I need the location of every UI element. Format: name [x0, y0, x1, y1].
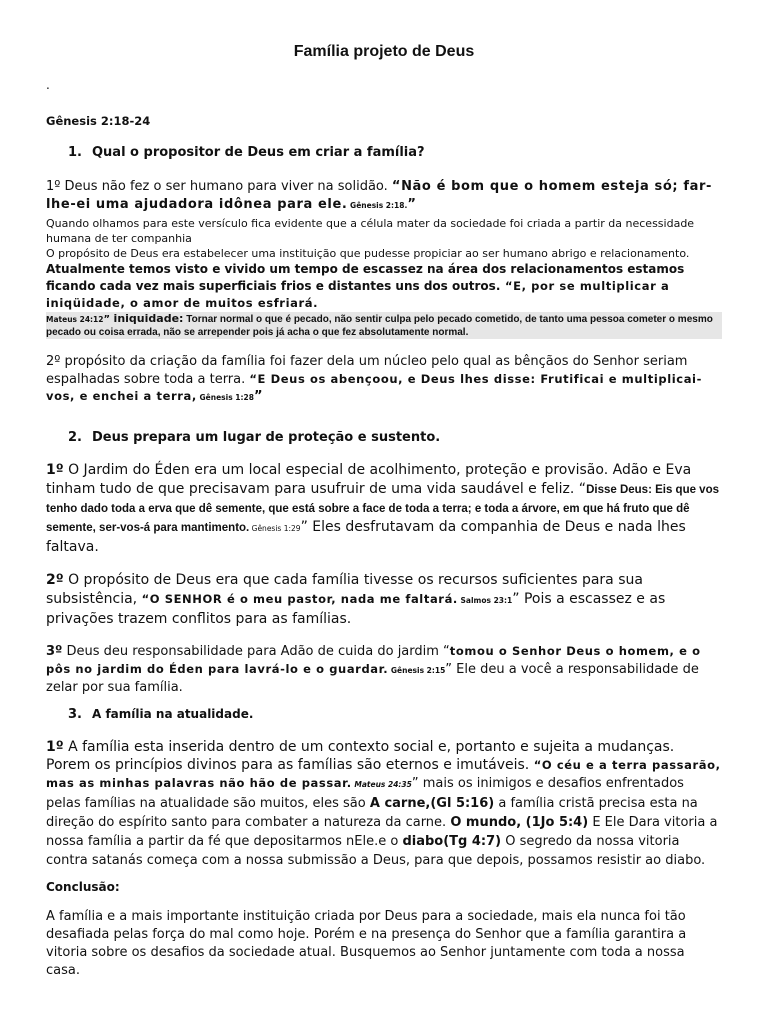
- scripture-ref: Gênesis 2:18.: [347, 200, 408, 210]
- paragraph-1-2: [46, 353, 722, 407]
- scripture-quote: “E, por se multiplicar a iniqüidade, o amor de muitos esfriará.: [46, 279, 670, 310]
- scripture-ref: Gênesis 2:15: [388, 665, 446, 675]
- ordinal: 1º: [46, 739, 64, 755]
- paragraph-1-1-line3: O propósito de Deus era estabelecer uma instituição que pudesse propiciar ao ser humano abrigo e relacionamento.: [46, 247, 690, 260]
- scripture-quote: “E Deus os abençoou, e Deus lhes disse: Frutificai e multiplicai-vos, e enchei a terra,: [46, 371, 702, 403]
- section-1-body: [46, 178, 722, 407]
- scripture-reference: Gênesis 2:18-24: [46, 114, 151, 128]
- paragraph-text: O Jardim do Éden era um local especial de acolhimento, proteção e provisão. Adão e Eva tinham tudo de que precisavam para usufruir de uma vida saudável e feliz. “: [46, 462, 692, 497]
- section-2-body: [46, 461, 722, 697]
- ordinal: 2º: [46, 354, 61, 369]
- paragraph-2-1: [46, 461, 722, 557]
- section-3-body: [46, 738, 722, 870]
- section-2-title: Deus prepara um lugar de proteção e sustento.: [92, 430, 441, 445]
- paragraph-text: E Ele Dara vitoria a nossa família a partir da fé que depositarmos nEle.e o: [46, 815, 718, 849]
- scripture-quote: “Não é bom que o homem esteja só; far-lhe-ei uma ajudadora idônea para ele.: [46, 179, 712, 212]
- bold-phrase: O mundo, (1Jo 5:4): [450, 815, 589, 830]
- bold-phrase: diabo(Tg 4:7): [402, 834, 502, 849]
- paragraph-1-1-line4: [46, 261, 722, 312]
- definition-text: Tornar normal o que é pecado, não sentir culpa pelo pecado cometido, de tanto uma pessoa cometer o mesmo pecado ou coisa errada, não se arrepender pois já acha o que fez absolutamente normal.: [46, 314, 713, 338]
- section-2-heading: [68, 430, 440, 445]
- conclusion: [46, 880, 722, 980]
- ordinal: 1º: [46, 179, 61, 194]
- iniquidade-definition: [46, 312, 722, 339]
- section-1-number: 1.: [68, 145, 82, 160]
- scripture-quote: tomou o Senhor Deus o homem, e o pôs no jardim do Éden para lavrá-lo e o guardar.: [46, 644, 701, 676]
- paragraph-text: ” Pois a escassez e as privações trazem conflitos para as famílias.: [46, 591, 666, 627]
- section-1-heading: [68, 145, 425, 160]
- paragraph-text: A família esta inserida dentro de um contexto social e, portanto e sujeita a mudanças. Porem os princípios divinos para as famílias são eternos e imutáveis.: [46, 739, 675, 773]
- bullet-dot: .: [46, 78, 50, 92]
- ordinal: 2º: [46, 572, 64, 588]
- scripture-quote: “O céu e a terra passarão, mas as minhas palavras não hão de passar.: [46, 758, 721, 790]
- bold-phrase: A carne,(Gl 5:16): [369, 796, 495, 811]
- conclusion-label: Conclusão:: [46, 880, 120, 894]
- paragraph-text: propósito da criação da família foi fazer dela um núcleo pelo qual as bênçãos do Senhor seriam espalhadas sobre toda a terra.: [46, 354, 688, 387]
- paragraph-1-1-line2: Quando olhamos para este versículo fica evidente que a célula mater da sociedade foi criada a partir da necessidade humana de ter companhia: [46, 217, 695, 245]
- paragraph-2-2: [46, 571, 722, 629]
- ordinal: 3º: [46, 644, 63, 659]
- bold-statement: Atualmente temos visto e vivido um tempo de escassez na área dos relacionamentos estamos ficando cada vez mais superficiais frios e distantes uns dos outros.: [46, 262, 685, 293]
- section-1-title: Qual o propositor de Deus em criar a família?: [92, 145, 425, 160]
- paragraph-text: O segredo da nossa vitoria contra satanás começa com a nossa submissão a Deus, para que depois, possamos resistir ao diabo.: [46, 834, 706, 868]
- paragraph-text: Deus não fez o ser humano para viver na solidão.: [60, 179, 392, 194]
- paragraph-2-3: [46, 643, 722, 697]
- scripture-ref: Salmos 23:1: [457, 596, 513, 605]
- paragraph-text: ” Eles desfrutavam da companhia de Deus e nada lhes faltava.: [46, 519, 686, 555]
- section-2-number: 2.: [68, 430, 82, 445]
- paragraph-text: a família cristã precisa esta na direção do espírito santo para combater a natureza da carne.: [46, 796, 698, 830]
- ordinal: 1º: [46, 462, 64, 478]
- paragraph-text: Deus deu responsabilidade para Adão de cuida do jardim “: [62, 644, 450, 659]
- section-3-number: 3.: [68, 707, 82, 722]
- paragraph-text: ” mais os inimigos e desafios enfrentados pelas famílias na atualidade são muitos, eles são: [46, 776, 684, 811]
- scripture-ref: Gênesis 1:29: [249, 524, 301, 533]
- paragraph-text: O propósito de Deus era que cada família tivesse os recursos suficientes para sua subsistência,: [46, 572, 643, 607]
- conclusion-text: A família e a mais importante instituição criada por Deus para a sociedade, mais ela nunca foi tão desafiada pelas força do mal como hoje. Porém e na presença do Senhor que a família garantira a vitoria sobre os desafios da sociedade atual. Busquemos ao Senhor juntamente com toda a nossa casa.: [46, 909, 687, 978]
- section-3-title: A família na atualidade.: [92, 707, 254, 721]
- quote-close: ”: [253, 389, 263, 404]
- scripture-ref: Mateus 24:12: [46, 315, 104, 324]
- document-title: Família projeto de Deus: [293, 43, 475, 60]
- quote-close: ”: [103, 314, 114, 325]
- scripture-quote: “O SENHOR é o meu pastor, nada me faltará.: [141, 592, 458, 606]
- scripture-quote: Disse Deus: Eis que vos tenho dado toda a erva que dê semente, que está sobre a face de toda a terra; e toda a árvore, em que há fruto que dê semente, ser-vos-á para mantimento.: [46, 484, 720, 534]
- section-3-heading: [68, 707, 253, 722]
- paragraph-text: ” Ele deu a você a responsabilidade de zelar por sua família.: [46, 661, 699, 695]
- paragraph-1-1: [46, 178, 722, 214]
- scripture-ref: Mateus 24:35: [351, 780, 412, 789]
- quote-close: ”: [407, 196, 416, 212]
- paragraph-3-1: [46, 738, 722, 870]
- definition-label: iniquidade:: [113, 312, 184, 325]
- scripture-ref: Gênesis 1:28: [196, 393, 254, 402]
